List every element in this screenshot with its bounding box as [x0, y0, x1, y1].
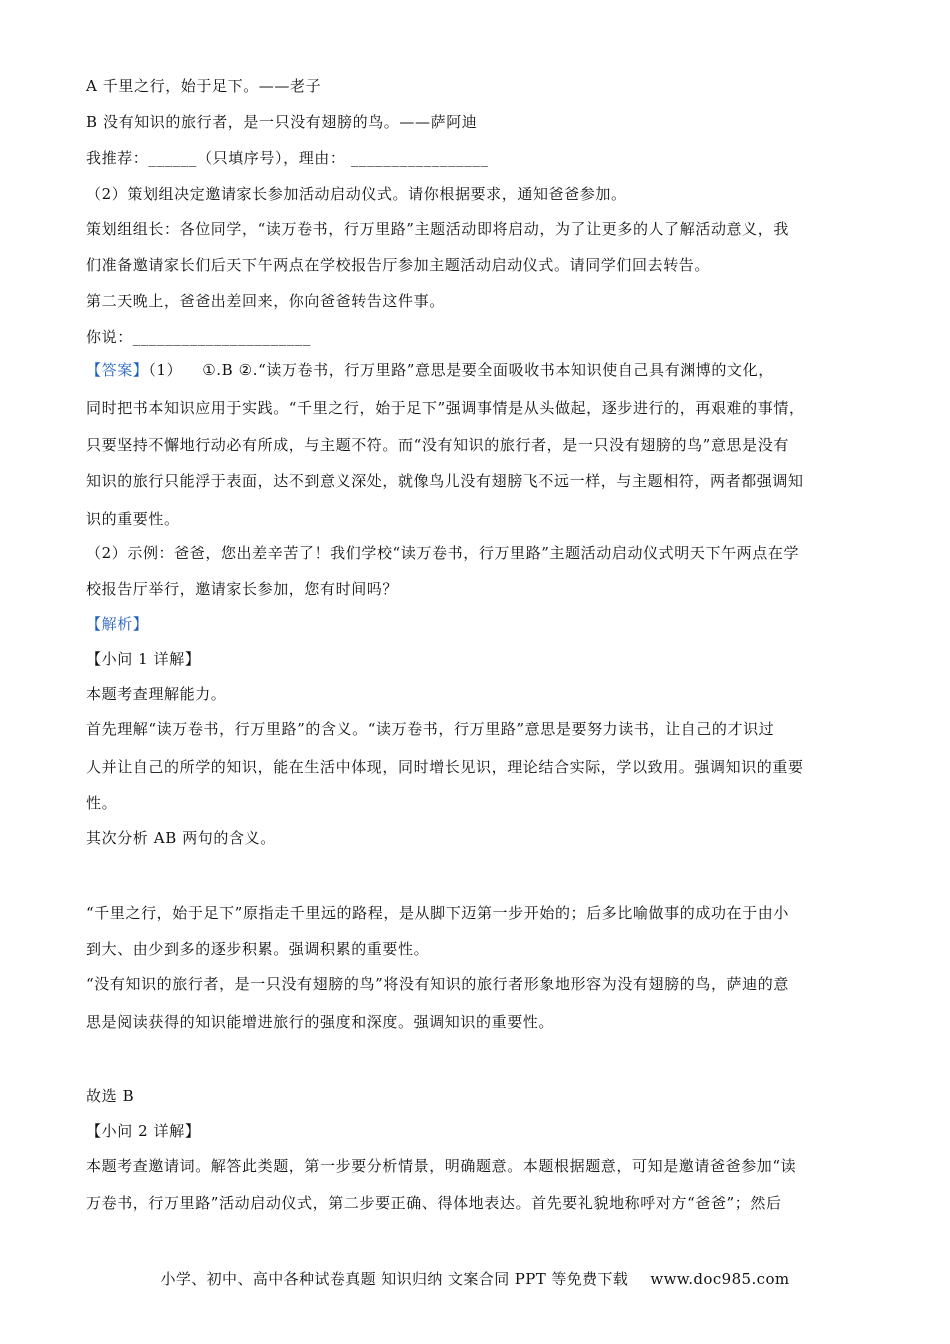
answer-label: 【答案】	[86, 361, 149, 379]
answer-part1-label: （1）	[148, 361, 183, 379]
q1-line-5: 其次分析 AB 两句的含义。	[86, 829, 276, 847]
q1-line-3: 人并让自己的所学的知识，能在生活中体现，同时增长见识，理论结合实际，学以致用。强调知识的重要	[86, 758, 804, 776]
question-2-line: （2）策划组决定邀请家长参加活动启动仪式。请你根据要求，通知爸爸参加。	[86, 185, 627, 203]
answer-line-5: 识的重要性。	[86, 510, 180, 528]
option-b-line: B 没有知识的旅行者，是一只没有翅膀的鸟。——萨阿迪	[86, 113, 478, 131]
recommend-line: 我推荐：______（只填序号），理由： _________________	[86, 149, 489, 167]
option-a-line: A 千里之行，始于足下。——老子	[86, 77, 322, 95]
page-footer	[0, 1268, 950, 1289]
you-say-line: 你说：______________________	[86, 328, 312, 346]
footer-url[interactable]: www.doc985.com	[650, 1270, 790, 1288]
answer-line-2: 同时把书本知识应用于实践。“千里之行，始于足下”强调事情是从头做起，逐步进行的，再艰难的事情，	[86, 399, 805, 417]
q1-line-2: 首先理解“读万卷书，行万里路”的含义。“读万卷书，行万里路”意思是要努力读书，让自己的才识过	[86, 720, 775, 738]
q2-line-1: 本题考查邀请词。解答此类题，第一步要分析情景，明确题意。本题根据题意，可知是邀请爸爸参加“读	[86, 1157, 797, 1175]
answer-line-3: 只要坚持不懈地行动必有所成，与主题不符。而“没有知识的旅行者，是一只没有翅膀的鸟”意思是没有	[86, 436, 789, 454]
leader-speech-line-2: 们准备邀请家长们后天下午两点在学校报告厅参加主题活动启动仪式。请同学们回去转告。	[86, 256, 711, 274]
q1-line-9: 思是阅读获得的知识能增进旅行的强度和深度。强调知识的重要性。	[86, 1013, 555, 1031]
answer-line-6: （2）示例：爸爸，您出差辛苦了！我们学校“读万卷书，行万里路”主题活动启动仪式明天下午两点在学	[86, 544, 800, 562]
answer-line-4: 知识的旅行只能浮于表面，达不到意义深处，就像鸟儿没有翅膀飞不远一样，与主题相符，两者都强调知	[86, 472, 804, 490]
q1-conclusion: 故选 B	[86, 1087, 135, 1105]
q1-line-1: 本题考查理解能力。	[86, 685, 227, 703]
answer-line-1	[86, 359, 886, 381]
answer-line-7: 校报告厅举行，邀请家长参加，您有时间吗？	[86, 580, 399, 598]
q1-detail-label: 【小问 1 详解】	[86, 650, 201, 668]
q1-line-4: 性。	[86, 794, 118, 812]
q2-detail-label: 【小问 2 详解】	[86, 1122, 201, 1140]
footer-text: 小学、初中、高中各种试卷真题 知识归纳 文案合同 PPT 等免费下载	[160, 1270, 629, 1288]
q1-line-8: “没有知识的旅行者，是一只没有翅膀的鸟”将没有知识的旅行者形象地形容为没有翅膀的鸟，萨迪的意	[86, 975, 789, 993]
context-line: 第二天晚上，爸爸出差回来，你向爸爸转告这件事。	[86, 292, 445, 310]
q1-line-6: “千里之行，始于足下”原指走千里远的路程，是从脚下迈第一步开始的；后多比喻做事的成功在于由小	[86, 904, 789, 922]
q1-line-7: 到大、由少到多的逐步积累。强调积累的重要性。	[86, 940, 430, 958]
leader-speech-line-1: 策划组组长：各位同学，“读万卷书，行万里路”主题活动即将启动，为了让更多的人了解活动意义，我	[86, 220, 789, 238]
answer-part1-text: ①.B ②.“读万卷书，行万里路”意思是要全面吸收书本知识使自己具有渊博的文化，	[202, 361, 774, 379]
q2-line-2: 万卷书，行万里路”活动启动仪式，第二步要正确、得体地表达。首先要礼貌地称呼对方“爸爸”；然后	[86, 1194, 782, 1212]
analysis-label: 【解析】	[86, 615, 149, 633]
